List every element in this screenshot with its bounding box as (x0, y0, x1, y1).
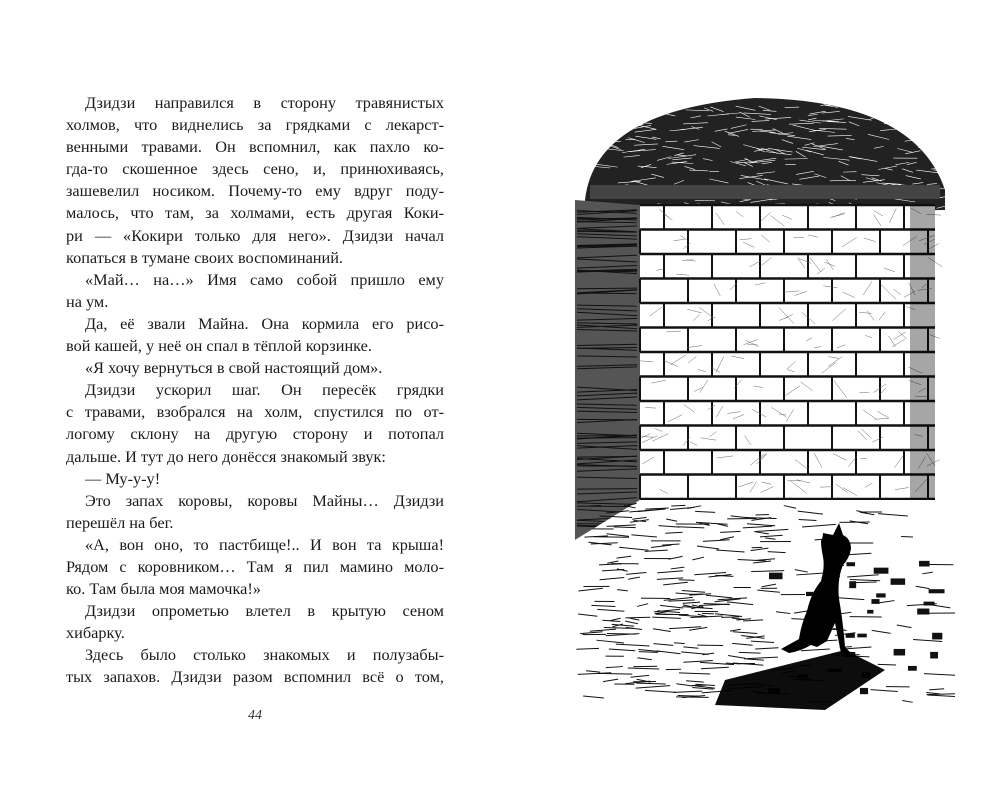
floor-fleck (919, 561, 930, 567)
text-line: хибарку. (66, 623, 125, 643)
text-line: «А, вон оно, то пастбище!.. И вон та крыша! (85, 534, 444, 554)
stroke (594, 121, 616, 124)
stroke (935, 133, 945, 135)
stroke (912, 126, 939, 130)
stroke (679, 580, 695, 581)
floor-fleck (894, 649, 905, 656)
stroke (902, 117, 912, 119)
text-line: тых запахов. Дзидзи разом вспомнил всё о том, (66, 667, 444, 687)
text-line: дальше. И тут до него донёсся знакомый звук: (66, 446, 386, 466)
stroke (931, 116, 949, 121)
text-line: Дзидзи направился в сторону травянистых (85, 93, 444, 112)
text-line: гда-то скошенное здесь сено, и, принюхиваясь, (66, 159, 444, 179)
stroke (937, 106, 947, 108)
text-line: с травами, взобрался на холм, спустился по от- (66, 402, 444, 422)
stroke (901, 537, 913, 538)
illustration-cat-by-brick-wall (565, 90, 955, 715)
floor-fleck (849, 581, 856, 588)
stroke (938, 154, 946, 159)
text-line: Здесь было столько знакомых и полузабы- (85, 645, 444, 665)
text-line: ко. Там была моя мамочка!» (66, 579, 261, 599)
floor-fleck (930, 652, 938, 659)
stroke (577, 438, 637, 439)
text-line: вой кашей, у неё он спал в тёплой корзинке. (66, 336, 372, 356)
stroke (839, 106, 850, 107)
floor-fleck (857, 634, 866, 638)
left-wall-shadow (575, 200, 640, 540)
floor-fleck (891, 578, 906, 584)
stroke (612, 113, 624, 116)
text-line: «Я хочу вернуться в свой настоящий дом». (85, 358, 383, 378)
floor-fleck (932, 633, 942, 640)
text-line: копаться в тумане своих воспоминаний. (66, 247, 344, 267)
floor-fleck (924, 602, 935, 606)
stroke (585, 152, 602, 156)
stroke (590, 130, 600, 131)
floor-fleck (846, 562, 855, 566)
text-line: Дзидзи опрометью влетел в крытую сеном (85, 601, 444, 621)
floor-fleck (876, 593, 885, 597)
roof-beam (590, 185, 940, 199)
stroke (577, 489, 637, 490)
text-line: — Му-у-у! (85, 468, 161, 488)
floor-fleck (874, 568, 889, 574)
text-line: Дзидзи ускорил шаг. Он пересёк грядки (85, 380, 444, 400)
stroke (639, 652, 658, 653)
text-line: малось, что там, за холмами, есть другая Коки- (66, 203, 444, 223)
text-line: на ум. (66, 291, 109, 311)
text-line: ри — «Кокири только для него». Дзидзи начал (66, 225, 444, 245)
text-line: «Май… на…» Имя само собой пришло ему (85, 269, 444, 289)
hatched-roof (585, 98, 955, 215)
stroke (878, 664, 896, 665)
stroke (607, 634, 636, 635)
text-line: логому склону на другую сторону и потопал (66, 424, 444, 444)
stroke (927, 104, 941, 105)
stroke (942, 150, 955, 152)
floor-fleck (769, 573, 783, 580)
page-number: 44 (248, 708, 262, 723)
stroke (937, 144, 955, 149)
stroke (904, 108, 925, 110)
floor-fleck (929, 589, 945, 593)
text-line: холмов, что виднелись за грядками с лекарст- (66, 115, 444, 135)
floor-fleck (846, 633, 855, 637)
stroke (589, 506, 601, 507)
stroke (611, 128, 622, 129)
brick-wall (640, 205, 942, 500)
text-line: перешёл на бег. (66, 512, 174, 532)
stroke (678, 696, 699, 697)
stroke (577, 288, 637, 289)
stroke (605, 132, 623, 133)
floor-fleck (871, 599, 879, 604)
stroke (870, 106, 887, 107)
stroke (614, 119, 625, 120)
stroke (614, 527, 636, 528)
wall-shade (910, 205, 935, 500)
floor-fleck (908, 666, 917, 671)
text-line: зашевелил носиком. Почему-то ему вдруг поду- (66, 181, 444, 201)
floor-fleck (917, 609, 929, 615)
stroke (936, 120, 946, 124)
stroke (891, 108, 900, 113)
stroke (671, 505, 685, 506)
text-line: Рядом с коровником… Там я пил мамино моло- (66, 556, 444, 576)
text-line: венными травами. Он вспомнил, как пахло ко- (66, 137, 444, 157)
text-line: Это запах коровы, коровы Майны… Дзидзи (85, 490, 444, 510)
floor-fleck (860, 688, 868, 694)
text-line: Да, её звали Майна. Она кормила его рисо- (85, 313, 444, 333)
stroke (935, 110, 955, 113)
floor-fleck (867, 610, 873, 614)
book-page-text (66, 92, 444, 689)
